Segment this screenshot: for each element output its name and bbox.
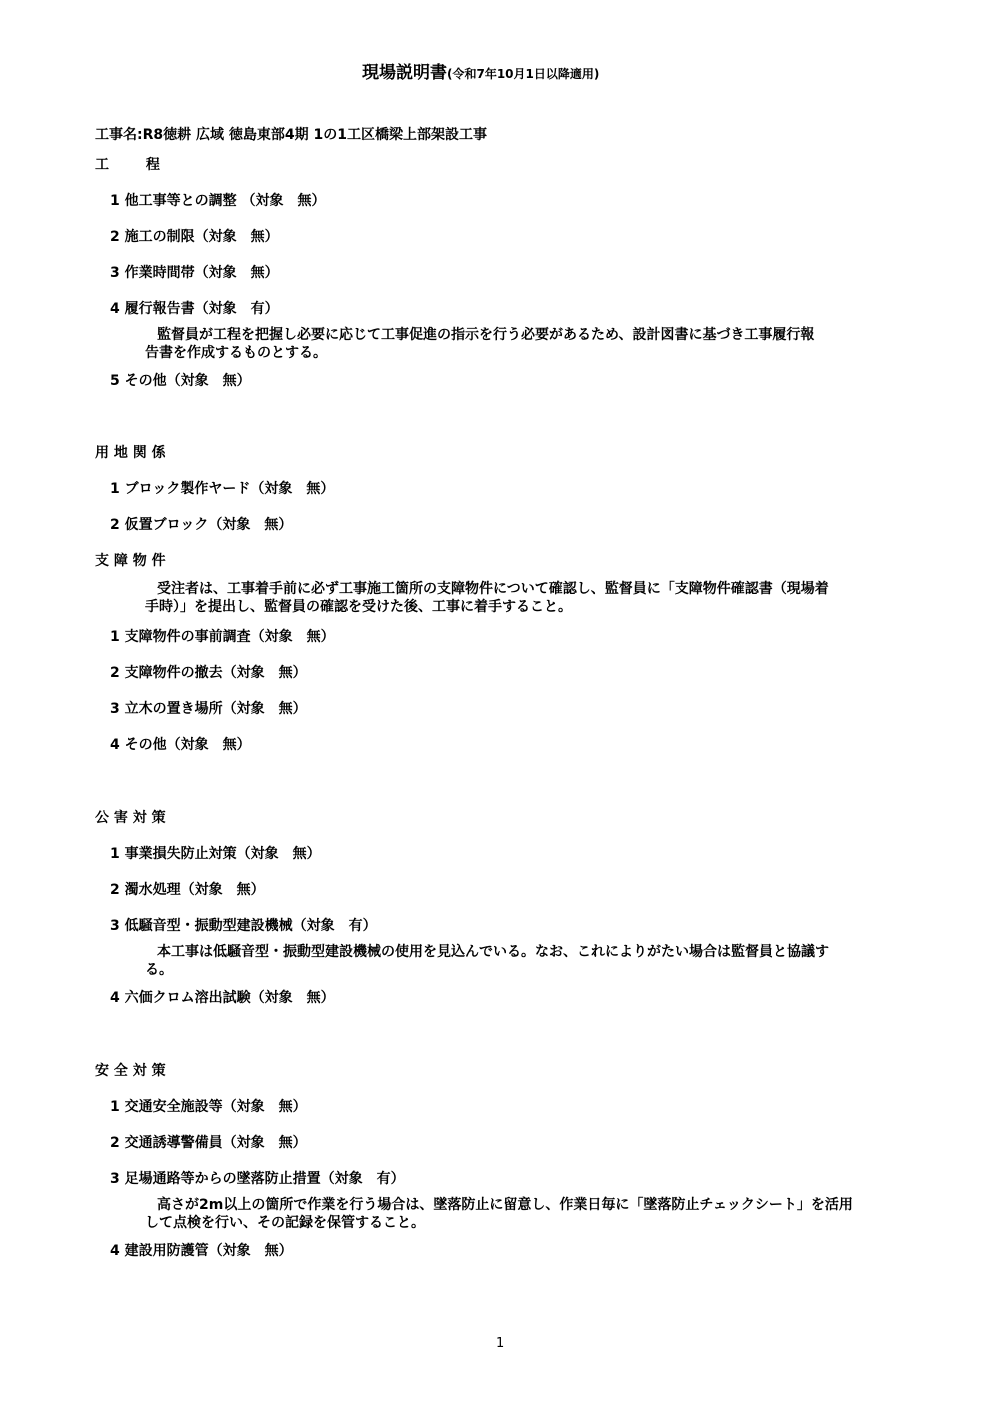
body-text-line: 高さが2m以上の箇所で作業を行う場合は、墜落防止に留意し、作業日毎に「墜落防止チェックシート」を活用 — [157, 1197, 853, 1213]
body-text-line: る。 — [145, 962, 173, 978]
body-text-line: 監督員が工程を把握し必要に応じて工事促進の指示を行う必要があるため、設計図書に基づき工事履行報 — [157, 327, 815, 343]
document-title — [362, 65, 599, 83]
list-item: 2 仮置ブロック（対象 無） — [110, 517, 293, 533]
list-item: 1 交通安全施設等（対象 無） — [110, 1099, 307, 1115]
list-item: 5 その他（対象 無） — [110, 373, 251, 389]
list-item: 2 支障物件の撤去（対象 無） — [110, 665, 307, 681]
list-item: 2 施工の制限（対象 無） — [110, 229, 279, 245]
body-text-line: 手時）」を提出し、監督員の確認を受けた後、工事に着手すること。 — [145, 599, 572, 615]
body-text-line: 本工事は低騒音型・振動型建設機械の使用を見込んでいる。なお、これによりがたい場合は監督員と協議す — [157, 944, 829, 960]
title-main: 現場説明書 — [362, 63, 447, 83]
section-heading-safety: 安 全 対 策 — [95, 1063, 166, 1079]
list-item: 1 事業損失防止対策（対象 無） — [110, 846, 321, 862]
list-item: 1 支障物件の事前調査（対象 無） — [110, 629, 335, 645]
list-item: 2 濁水処理（対象 無） — [110, 882, 265, 898]
section-heading-land: 用 地 関 係 — [95, 445, 166, 461]
title-sub: (令和7年10月1日以降適用) — [447, 67, 600, 81]
list-item: 4 建設用防護管（対象 無） — [110, 1243, 293, 1259]
body-text-line: 受注者は、工事着手前に必ず工事施工箇所の支障物件について確認し、監督員に「支障物件確認書（現場着 — [157, 581, 829, 597]
section-heading-pollution: 公 害 対 策 — [95, 810, 166, 826]
list-item: 1 他工事等との調整 （対象 無） — [110, 193, 326, 209]
list-item: 4 その他（対象 無） — [110, 737, 251, 753]
list-item: 3 作業時間帯（対象 無） — [110, 265, 279, 281]
list-item: 3 足場通路等からの墜落防止措置（対象 有） — [110, 1171, 405, 1187]
list-item: 2 交通誘導警備員（対象 無） — [110, 1135, 307, 1151]
list-item: 1 ブロック製作ヤード（対象 無） — [110, 481, 335, 497]
list-item: 4 六価クロム溶出試験（対象 無） — [110, 990, 335, 1006]
body-text-line: して点検を行い、その記録を保管すること。 — [145, 1215, 425, 1231]
list-item: 4 履行報告書（対象 有） — [110, 301, 279, 317]
list-item: 3 低騒音型・振動型建設機械（対象 有） — [110, 918, 377, 934]
section-heading-obstacles: 支 障 物 件 — [95, 553, 166, 569]
project-name: 工事名:R8徳耕 広域 徳島東部4期 1の1工区橋梁上部架設工事 — [95, 127, 487, 143]
list-item: 3 立木の置き場所（対象 無） — [110, 701, 307, 717]
body-text-line: 告書を作成するものとする。 — [145, 345, 327, 361]
page-number: 1 — [496, 1336, 505, 1351]
section-heading-schedule: 工 程 — [95, 157, 166, 173]
